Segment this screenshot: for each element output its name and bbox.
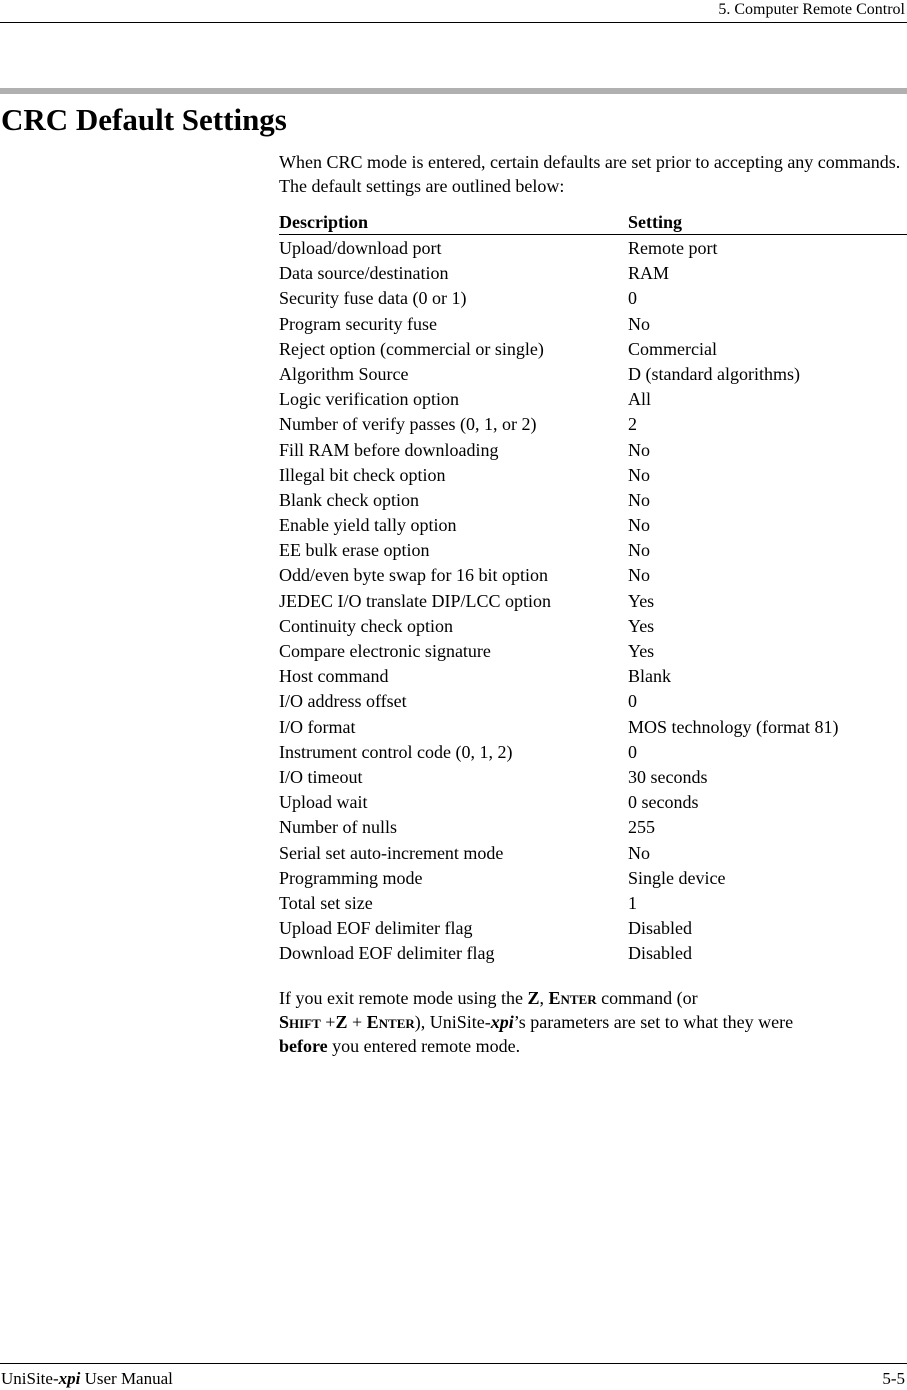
setting-cell: 0 seconds	[628, 792, 699, 813]
table-row	[279, 387, 907, 412]
table-row	[279, 664, 907, 689]
setting-cell: No	[628, 313, 650, 334]
description-cell: Algorithm Source	[279, 363, 409, 384]
table-row	[279, 538, 907, 563]
description-cell: Compare electronic signature	[279, 641, 491, 661]
table-row	[279, 715, 907, 740]
description-cell: Odd/even byte swap for 16 bit option	[279, 565, 548, 586]
setting-cell: All	[628, 389, 652, 410]
defaults-table	[279, 210, 907, 966]
setting-cell: No	[628, 489, 650, 510]
description-cell: Upload wait	[279, 792, 368, 813]
description-cell: Number of verify passes (0, 1, or 2)	[279, 414, 537, 435]
table-row	[279, 639, 907, 664]
running-header: 5. Computer Remote Control	[718, 1, 905, 18]
setting-cell: 2	[628, 414, 637, 435]
setting-cell: Yes	[628, 615, 655, 636]
description-cell: Logic verification option	[279, 389, 459, 410]
setting-cell: No	[628, 842, 650, 863]
text: xpi	[58, 1369, 81, 1388]
key-enter: Enter	[366, 1012, 415, 1032]
setting-cell: 30 seconds	[628, 766, 708, 787]
key-z: Z	[527, 988, 540, 1008]
table-row	[279, 438, 907, 463]
setting-cell: No	[628, 540, 650, 561]
text: command (or	[596, 988, 698, 1008]
text: ,	[539, 988, 549, 1008]
description-cell: Continuity check option	[279, 615, 453, 636]
description-cell: Illegal bit check option	[279, 464, 446, 485]
description-cell: Download EOF delimiter flag	[279, 943, 495, 964]
table-header	[279, 210, 907, 235]
description-cell: Data source/destination	[279, 263, 449, 284]
setting-cell: Blank	[628, 666, 671, 687]
setting-cell: 0	[628, 741, 637, 762]
table-row	[279, 790, 907, 815]
text: If you exit remote mode using the	[279, 988, 528, 1008]
description-cell: Fill RAM before downloading	[279, 439, 499, 460]
setting-cell: 0	[628, 288, 637, 309]
table-body	[279, 236, 907, 966]
table-row	[279, 236, 907, 261]
description-cell: Serial set auto-increment mode	[279, 842, 504, 863]
table-row	[279, 286, 907, 311]
emphasis-before: before	[279, 1036, 328, 1056]
table-row	[279, 740, 907, 765]
column-header-setting: Setting	[628, 212, 682, 232]
intro-paragraph: When CRC mode is entered, certain defaults are set prior to accepting any commands. The default settings are outlined below:	[279, 152, 901, 196]
description-cell: Blank check option	[279, 489, 419, 510]
text: User Manual	[80, 1369, 173, 1388]
column-header-description: Description	[279, 212, 368, 232]
setting-cell: No	[628, 439, 650, 460]
description-cell: JEDEC I/O translate DIP/LCC option	[279, 590, 551, 611]
table-row	[279, 689, 907, 714]
table-row	[279, 891, 907, 916]
table-row	[279, 463, 907, 488]
setting-cell: No	[628, 565, 650, 586]
description-cell: I/O address offset	[279, 691, 407, 712]
table-row	[279, 916, 907, 941]
table-row	[279, 362, 907, 387]
table-row	[279, 866, 907, 891]
table-row	[279, 563, 907, 588]
setting-cell: D (standard algorithms)	[628, 363, 800, 384]
text: you entered remote mode.	[327, 1036, 521, 1056]
section-title: CRC Default Settings	[1, 102, 287, 137]
description-cell: Host command	[279, 666, 389, 687]
description-cell: Total set size	[279, 892, 373, 913]
footer-rule	[0, 1363, 907, 1364]
setting-cell: Single device	[628, 867, 726, 888]
section-bar	[0, 88, 907, 94]
table-row	[279, 589, 907, 614]
setting-cell: Yes	[628, 641, 655, 661]
description-cell: Security fuse data (0 or 1)	[279, 288, 467, 309]
setting-cell: RAM	[628, 263, 670, 284]
product-suffix: xpi	[490, 1012, 514, 1032]
text: ’s parameters are set to what they were	[513, 1012, 794, 1032]
table-row	[279, 815, 907, 840]
table-row	[279, 488, 907, 513]
setting-cell: 0	[628, 691, 637, 712]
description-cell: Instrument control code (0, 1, 2)	[279, 741, 513, 762]
text: UniSite-	[1, 1369, 59, 1388]
description-cell: Upload/download port	[279, 238, 442, 258]
key-shift: Shift	[279, 1012, 321, 1032]
description-cell: I/O format	[279, 716, 356, 737]
setting-cell: Disabled	[628, 943, 692, 964]
setting-cell: Disabled	[628, 918, 692, 939]
description-cell: Programming mode	[279, 867, 423, 888]
description-cell: Upload EOF delimiter flag	[279, 918, 473, 939]
setting-cell: Commercial	[628, 338, 717, 359]
description-cell: I/O timeout	[279, 766, 363, 787]
setting-cell: 1	[628, 892, 637, 913]
table-row	[279, 513, 907, 538]
setting-cell: 255	[628, 817, 655, 838]
key-z: Z	[335, 1012, 348, 1032]
text: ), UniSite-	[414, 1012, 491, 1032]
description-cell: Reject option (commercial or single)	[279, 338, 544, 359]
setting-cell: No	[628, 515, 650, 536]
setting-cell: Remote port	[628, 238, 718, 258]
exit-note-paragraph	[279, 986, 907, 1058]
key-enter: Enter	[548, 988, 597, 1008]
header-rule	[0, 22, 907, 23]
setting-cell: No	[628, 464, 650, 485]
description-cell: Enable yield tally option	[279, 515, 457, 536]
footer-manual-title	[1, 1368, 173, 1390]
setting-cell: MOS technology (format 81)	[628, 716, 839, 737]
table-row	[279, 841, 907, 866]
table-row	[279, 337, 907, 362]
table-row	[279, 941, 907, 966]
table-row	[279, 312, 907, 337]
table-row	[279, 765, 907, 790]
table-row	[279, 614, 907, 639]
text: +	[347, 1012, 367, 1032]
description-cell: Number of nulls	[279, 817, 397, 838]
text: +	[320, 1012, 336, 1032]
table-row	[279, 261, 907, 286]
table-row	[279, 412, 907, 437]
description-cell: Program security fuse	[279, 313, 437, 334]
setting-cell: Yes	[628, 590, 655, 611]
page-number: 5-5	[882, 1369, 905, 1388]
description-cell: EE bulk erase option	[279, 540, 430, 561]
